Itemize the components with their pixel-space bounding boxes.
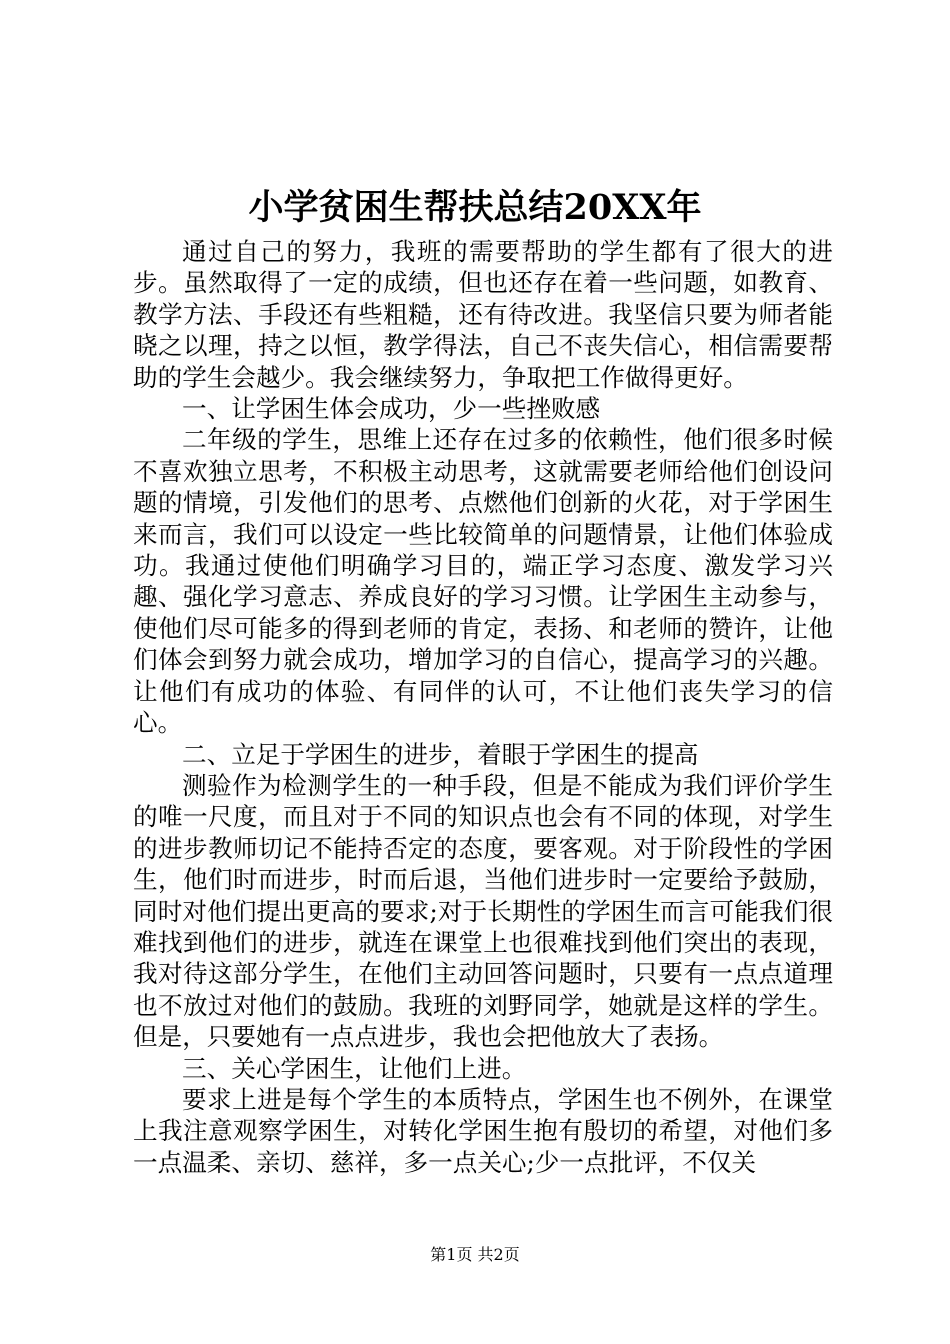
page-footer: 第1页 共2页 [430,1245,520,1264]
document-body [133,236,833,1178]
paragraph-section-2: 测验作为检测学生的一种手段，但是不能成为我们评价学生的唯一尺度，而且对于不同的知识点也会有不同的体现，对学生的进步教师切记不能持否定的态度，要客观。对于阶段性的学困生，他们时而进步，时而后退，当他们进步时一定要给予鼓励，同时对他们提出更高的要求;对于长期性的学困生而言可能我们很难找到他们的进步，就连在课堂上也很难找到他们突出的表现，我对待这部分学生，在他们主动回答问题时，只要有一点点道理也不放过对他们的鼓励。我班的刘野同学，她就是这样的学生。但是，只要她有一点点进步，我也会把他放大了表扬。 [133,770,833,1052]
document-title: 小学贫困生帮扶总结20XX年 [248,187,702,228]
section-heading-1: 一、让学困生体会成功，少一些挫败感 [182,394,601,424]
section-heading-2: 二、立足于学困生的进步，着眼于学困生的提高 [182,739,699,769]
section-heading-3: 三、关心学困生，让他们上进。 [182,1053,527,1083]
paragraph-section-3: 要求上进是每个学生的本质特点，学困生也不例外，在课堂上我注意观察学困生，对转化学困生抱有殷切的希望，对他们多一点温柔、亲切、慈祥，多一点关心;少一点批评，不仅关 [133,1084,833,1177]
paragraph-intro: 通过自己的努力，我班的需要帮助的学生都有了很大的进步。虽然取得了一定的成绩，但也还存在着一些问题，如教育、教学方法、手段还有些粗糙，还有待改进。我坚信只要为师者能晓之以理，持之以恒，教学得法，自己不丧失信心，相信需要帮助的学生会越少。我会继续努力，争取把工作做得更好。 [133,237,833,392]
paragraph-section-1: 二年级的学生，思维上还存在过多的依赖性，他们很多时候不喜欢独立思考，不积极主动思考，这就需要老师给他们创设问题的情境，引发他们的思考、点燃他们创新的火花，对于学困生来而言，我们可以设定一些比较简单的问题情景，让他们体验成功。我通过使他们明确学习目的，端正学习态度、激发学习兴趣、强化学习意志、养成良好的学习习惯。让学困生主动参与，使他们尽可能多的得到老师的肯定，表扬、和老师的赞许，让他们体会到努力就会成功，增加学习的自信心，提高学习的兴趣。让他们有成功的体验、有同伴的认可，不让他们丧失学习的信心。 [133,425,833,738]
